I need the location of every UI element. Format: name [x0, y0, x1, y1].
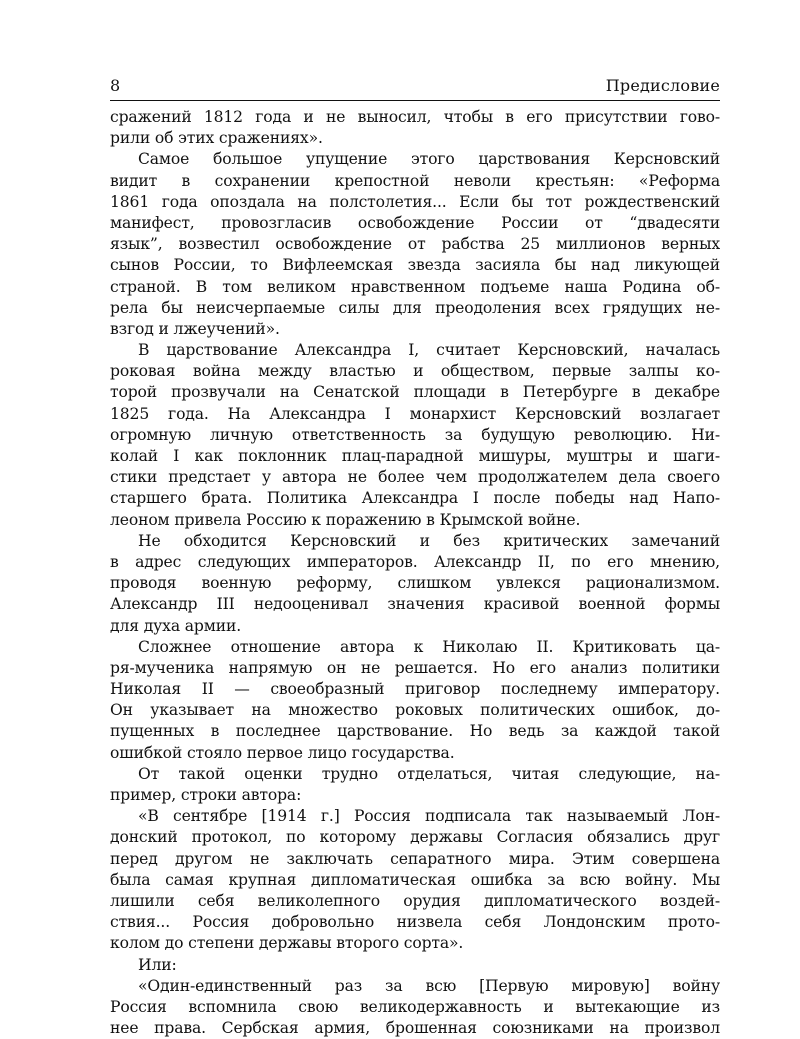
text-line: Не обходится Керсновский и без критических замечаний	[138, 531, 720, 550]
text-line: была самая крупная дипломатическая ошибка за всю войну. Мы	[110, 870, 720, 889]
text-line: ствия... Россия добровольно низвела себя Лондонским прото-	[110, 913, 720, 932]
text-line: Александр III недооценивал значения красивой военной формы	[110, 595, 720, 614]
text-line: леоном привела Россию к поражению в Крымской войне.	[110, 510, 581, 529]
text-line: лишили себя великолепного орудия дипломатического воздей-	[110, 891, 720, 910]
text-line: проводя военную реформу, слишком увлекся рационализмом.	[110, 574, 720, 593]
text-line: роковая война между властью и обществом, первые залпы ко-	[110, 362, 720, 381]
text-line: В царствование Александра I, считает Керсновский, началась	[138, 341, 720, 360]
running-header	[110, 74, 720, 101]
text-line: страной. В том великом нравственном подъеме наша Родина об-	[110, 277, 720, 296]
text-line: сынов России, то Вифлеемская звезда засияла бы над ликующей	[110, 256, 720, 275]
body-text	[110, 107, 720, 1039]
text-line: От такой оценки трудно отделаться, читая следующие, на-	[138, 764, 720, 783]
text-line: ря-мученика напрямую он не решается. Но его анализ политики	[110, 658, 720, 677]
section-title: Предисловие	[605, 76, 720, 95]
text-line: донский протокол, по которому державы Согласия обязались друг	[110, 828, 720, 847]
text-line: язык”, возвестил освобождение от рабства 25 миллионов верных	[110, 235, 720, 254]
text-line: старшего брата. Политика Александра I после победы над Напо-	[110, 489, 720, 508]
text-line: пущенных в последнее царствование. Но ведь за каждой такой	[110, 722, 720, 741]
text-line: 1825 года. На Александра I монархист Керсновский возлагает	[110, 404, 720, 423]
text-line: Самое большое упущение этого царствования Керсновский	[138, 150, 720, 169]
text-line: Николая II — своеобразный приговор последнему императору.	[110, 680, 720, 699]
text-line: «Один-единственный раз за всю [Первую мировую] войну	[138, 976, 720, 995]
text-line: Россия вспомнила свою великодержавность и вытекающие из	[110, 997, 720, 1016]
text-line: Он указывает на множество роковых политических ошибок, до-	[110, 701, 720, 720]
text-line: нее права. Сербская армия, брошенная союзниками на произвол	[110, 1019, 720, 1038]
text-line: Или:	[138, 955, 177, 974]
text-line: перед другом не заключать сепаратного мира. Этим совершена	[110, 849, 720, 868]
text-line: манифест, провозгласив освобождение России от “двадесяти	[110, 213, 720, 232]
text-line: колай I как поклонник плац-парадной мишуры, муштры и шаги-	[110, 447, 720, 465]
text-line: для духа армии.	[110, 616, 242, 635]
text-line: видит в сохранении крепостной неволи крестьян: «Реформа	[110, 171, 720, 190]
text-line: взгод и лжеучений».	[110, 319, 280, 338]
text-line: торой прозвучали на Сенатской площади в Петербурге в декабре	[110, 383, 720, 402]
text-line: Сложнее отношение автора к Николаю II. Критиковать ца-	[138, 637, 720, 656]
page-number: 8	[110, 76, 121, 95]
text-line: стики предстает у автора не более чем продолжателем дела своего	[110, 468, 720, 487]
text-line: пример, строки автора:	[110, 786, 302, 804]
text-line: ошибкой стояло первое лицо государства.	[110, 743, 455, 762]
text-line: рела бы неисчерпаемые силы для преодоления всех грядущих не-	[110, 298, 720, 317]
text-line: в адрес следующих императоров. Александр II, по его мнению,	[110, 552, 720, 571]
text-line: колом до степени державы второго сорта».	[110, 934, 464, 953]
text-line: 1861 года опоздала на полстолетия... Если бы тот рождественский	[110, 192, 720, 211]
text-line: «В сентябре [1914 г.] Россия подписала так называемый Лон-	[138, 807, 720, 826]
text-line: огромную личную ответственность за будущую революцию. Ни-	[110, 425, 720, 444]
text-line: рили об этих сражениях».	[110, 129, 323, 148]
text-line: сражений 1812 года и не выносил, чтобы в его присутствии гово-	[110, 108, 720, 126]
book-page	[110, 74, 720, 1039]
